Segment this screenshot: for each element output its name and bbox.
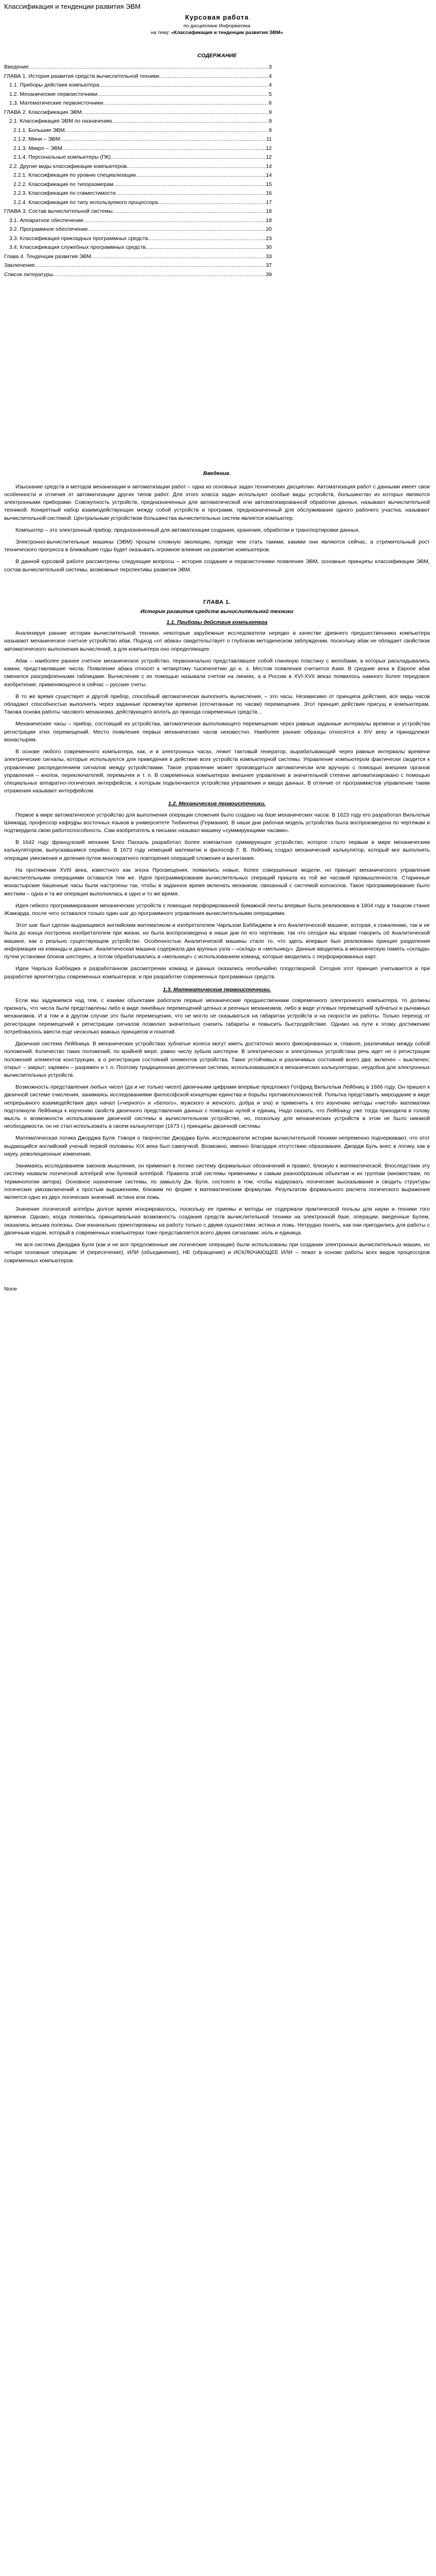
section-1-1-body [4, 630, 430, 795]
toc-item-page: 5 [269, 91, 272, 97]
toc-item[interactable] [4, 225, 272, 234]
toc-item[interactable] [4, 270, 272, 280]
toc-leader-dots [65, 126, 269, 135]
toc-item[interactable] [4, 207, 272, 216]
toc-item-title: 2.2.3. Классификация по совместимости [13, 190, 116, 197]
toc-item-title: 2.2.2. Классификация по типоразмерам [13, 181, 114, 188]
intro-paragraph: Изыскание средств и методов механизации и автоматизации работ – одна из основных задач технических дисциплин. Автоматизация работ с данными имеет свои особенности и отличия от автоматизации других типов работ. Для этого класса задач используют особые виды устройств, большинство из которых являются электронными приборами. Совокупность устройств, предназначенных для автоматической или автоматизированной обработки данных, называют вычислительной техникой. Конкретный набор взаимодействующих между собой устройств и программ, предназначенный для обслуживания одного рабочего участка, называют вычислительной системой. Центральным устройством большинства вычислительных систем является компьютер. [4, 483, 430, 521]
body-paragraph: Не вся система Джорджа Буля (как и не все предложенные им логические операции) были использованы при создании электронных вычислительных машин, но четыре основные операции: И (пересечение), ИЛИ (объединение), НЕ (обращение) и ИСКЛЮЧАЮЩЕЕ ИЛИ – лежат в основе работы всех видов процессоров современных компьютеров. [4, 1242, 430, 1264]
body-paragraph: Если мы задумаемся над тем, с какими объектами работали первые механические предшественники современного электронного компьютера, то должны признать, что числа были представлены либо в виде линейных перемещений цепных и реечных механизмов, либо в виде угловых перемещений зубчатых и рычажных механизмов. И в том и в другом случае это были перемещения, что не могло не сказываться на габаритах устройств и на скорости их работы. Только переход от регистрации перемещений к регистрации сигналов позволил значительно снизить габариты и повысить быстродействие. Однако на пути к этому достижению потребовалось ввести еще несколько важных принципов и понятий. [4, 997, 430, 1035]
topic-line [4, 29, 430, 37]
toc-leader-dots [29, 63, 269, 72]
section-1-2-body [4, 811, 430, 981]
topic-text: «Классификация и тенденции развития ЭВМ» [171, 30, 283, 36]
toc-item-page: 20 [266, 226, 272, 233]
toc-item-page: 9 [269, 127, 272, 133]
body-paragraph: На протяжении XVIII века, известного как эпоха Просвещения, появились новые, более совершенные модели, но принцип механического управления вычислительными операциями оставался тем же. Идея программирования вычислительных операций пришла из той же часовой промышленности. Старинные монастырские башенные часы были настроены так, чтобы в заданное время включать механизм, связанный с системой колоколов. Такое программирование было жестким – одна и та же операция выполнялась в одно и то же время. [4, 867, 430, 897]
toc-item-title: 3.4. Классификация служебных программных средств [9, 244, 146, 251]
section-1-3-title: 1.3. Математические первоисточники. [163, 986, 271, 993]
toc-item[interactable] [4, 153, 272, 162]
body-paragraph: Первое в мире автоматическое устройство для выполнения операции сложения было создано на базе механических часов. В 1623 году его разработал Вильгельм Шиккард, профессор кафедры восточных языков в университете Тюбингена (Германия). В наши дни рабочая модель устройства была воспроизведена по чертежам и подтвердила свою работоспособность. Сам изобретатель в письмах называл машину «суммирующими часами». [4, 811, 430, 834]
toc-leader-dots [112, 117, 269, 126]
toc-item-title: 2.2. Другие виды классификации компьютеров [9, 163, 127, 170]
footer-text: None [4, 1285, 18, 1292]
toc-item[interactable] [4, 198, 272, 208]
toc-leader-dots [146, 243, 266, 252]
toc-leader-dots [113, 180, 266, 190]
body-paragraph: Идея гибкого программирования механических устройств с помощью перфорированной бумажной ленты впервые была реализована в 1804 году в ткацком станке Жаккарда, после чего оставался только один шаг до программного управления вычислительными операциями. [4, 902, 430, 917]
toc-item-title: 2.1.4. Персональные компьютеры (ПК) [13, 154, 111, 161]
toc-leader-dots [34, 261, 266, 270]
toc-item[interactable] [4, 135, 272, 144]
toc-leader-dots [60, 135, 266, 144]
toc-item[interactable] [4, 126, 272, 135]
toc-item-page: 15 [266, 181, 272, 188]
toc-item-title: 3.3. Классификация прикладных программных средств [9, 235, 148, 242]
toc-item[interactable] [4, 108, 272, 117]
body-paragraph: Идеи Чарльза Бэббиджа в разработанном рассмотрении команд и данных оказались необычайно плодотворной. Сегодня этот принцип учитывается и при разработке архитектуры современных компьютеров, и при разработке современных программных средств. [4, 965, 430, 980]
intro-body [4, 483, 430, 574]
toc-item[interactable] [4, 216, 272, 226]
toc-item-page: 9 [269, 118, 272, 125]
toc-leader-dots [148, 234, 266, 244]
toc-item-page: 16 [266, 190, 272, 197]
body-paragraph: Анализируя ранние истории вычислительной техники, некоторые зарубежные исследователи нередко в качестве древнего предшественника компьютера называют механическое счетное устройство абак. Подход «от абака» свидетельствует о глубоком методическом заблуждении, поскольку абак не обладает свойством автоматического выполнения вычислений, а для компьютера оно определяющее. [4, 630, 430, 652]
toc-item-page: 12 [266, 154, 272, 161]
section-1-3-body [4, 997, 430, 1265]
toc-item-page: 37 [266, 262, 272, 269]
toc-leader-dots [127, 162, 266, 172]
toc-item-title: 2.1.2. Мини – ЭВМ [13, 136, 60, 143]
toc-item-title: 1.2. Механические первоисточники [9, 91, 97, 97]
body-paragraph: В то же время существует и другой прибор, способный автоматически выполнять вычисления, – это часы. Независимо от принципа действия, все виды часов обладают способностью выполнять через заданные промежутки времени (отсчитанные по часам) перемещения. Этот принцип действия присущ и компьютерам. Такова основа работы часового механизма, действующего вплоть до прихода современных средств... [4, 693, 430, 716]
course-title: Курсовая работа [185, 13, 249, 21]
body-paragraph: Математическая логика Джорджа Буля. Говоря о творчестве Джорджа Буля, исследователи истории вычислительной техники непременно подчеркивают, что этот выдающийся английский ученый первой половины XIX века был самоучкой. Возможно, именно благодаря отсутствию образования, Джордж Буль внес в логику, как в науку, революционные изменения. [4, 1135, 430, 1157]
toc-item-title: ГЛАВА 2. Классификация ЭВМ [4, 109, 82, 115]
chapter1-title: ГЛАВА 1. [203, 599, 231, 605]
toc-leader-dots [136, 171, 266, 180]
body-paragraph: Абак – наиболее раннее счетное механическое устройство, первоначально представлявшее собой глиняную пластину с желобами, в которых раскладывались камни, представлявшие числа. Появление абака относят к четвертому тысячелетию до н. э. Местом появления считается Азия. В средние века в Европе абак сменился разграфленными таблицами. Вычисления с их помощью называли счетом на линиях, а в России в XVI-XVII веках появилось намного более передовое изобретение, применяющееся и сейчас – русские счеты. [4, 657, 430, 688]
body-paragraph: В 1642 году французский механик Блез Паскаль разработал более компактное суммирующее устройство, которое стало первым в мире механическим калькулятором, выпускавшимся серийно. В 1673 году немецкий математик и философ Г. В. Лейбниц создал механический калькулятор, который мог выполнять операции умножения и деления путем многократного повторения операций сложения и вычитания. [4, 839, 430, 861]
toc-leader-dots [91, 252, 266, 262]
toc-leader-dots [97, 90, 269, 99]
toc-item-title: 2.1. Классификация ЭВМ по назначению [9, 118, 112, 125]
body-paragraph: Возможность представления любых чисел (да и не только чисел) двоичными цифрами впервые предложил Готфрид Вильгельм Лейбниц в 1666 году. Он пришел к двоичной системе счисления, занимаясь исследованиями философской концепции единства и борьбы противоположностей. Попытка представить мироздание в виде непрерывного взаимодействия двух начал («черного» и «белого», мужского и женского, добра и зла) и применить к его изучению методы «чистой» математики подтолкнули Лейбница к изучению свойств двоичного представления данных с помощью нулей и единиц. Надо сказать, что Лейбницу уже тогда приходила в голову мысль о возможности использования двоичной системы в вычислительном устройстве, но, поскольку для механических устройств в этом не было никакой необходимости, он не стал использовать в своем калькуляторе (1673 г.) принципы двоичной системы. [4, 1084, 430, 1130]
toc-leader-dots [82, 108, 269, 117]
toc-leader-dots [115, 189, 266, 198]
toc-item-title: 3.1. Аппаратное обеспечение [9, 217, 84, 224]
intro-paragraph: Электронно-вычислительные машины (ЭВМ) прошли сложную эволюцию, прежде чем стать такими, какими они являются сейчас, а стремительный рост технического прогресса в ближайшие годы будет оказывать огромное влияние на развитие компьютеров. [4, 538, 430, 553]
toc-item-title: 1.1. Приборы действия компьютера [9, 82, 99, 89]
toc-item-title: 3.2. Программное обеспечение [9, 226, 88, 233]
toc-leader-dots [111, 153, 266, 162]
toc-item[interactable] [4, 90, 272, 99]
toc-item-title: 2.2.4. Классификация по типу используемого процессора [13, 199, 158, 206]
toc-item-page: 12 [266, 145, 272, 151]
body-paragraph: Занимаясь исследованием законов мышления, он применил в логике систему формальных обозначений и правил, близкую к математической. Впоследствии эту систему назвали логической алгеброй или булевой алгеброй. Правила этой системы применимы к самым разнообразным объектам и их группам (множествам, по терминологии автора). Основное назначение системы, по замыслу Дж. Буля, состояло в том, чтобы кодировать логические высказывания и сводить структуры логических умозаключений к простым выражениям, близким по форме к математическим формулам. Результатом формального расчета логического выражения является одно из двух логических значений: истина или ложь. [4, 1163, 430, 1200]
chapter1-subtitle: История развития средств вычислительной техники [140, 608, 294, 615]
toc-item-page: 6 [269, 100, 272, 107]
toc-item-page: 9 [269, 109, 272, 115]
toc-item-page: 30 [266, 244, 272, 251]
toc-item[interactable] [4, 180, 272, 190]
toc-item[interactable] [4, 171, 272, 180]
body-paragraph: Этот шаг был сделан выдающимся английским математиком и изобретателем Чарльзом Бэббиджем в его Аналитической машине, которая, к сожалению, так и не была до конца построена изобретателем при жизни, но была воспроизведена в наши дни по его чертежам, так что сегодня мы вправе говорить об Аналитической машине, как о реально существующем устройстве. Особенностью Аналитической машины стало то, что здесь впервые был реализован принцип разделения информации на команды и данные. Аналитическая машина содержала два крупных узла – «склад» и «мельницу». Данные вводились в механическую память «склада» путем установки блоков шестерен, а потом обрабатывались в «мельнице» с использованием команд, которые вводились с перфорированных карт. [4, 922, 430, 960]
toc-leader-dots [99, 81, 269, 90]
toc-item-title: 2.1.3. Микро – ЭВМ [13, 145, 63, 151]
toc-item-page: 39 [266, 271, 272, 278]
toc-item-title: Глава 4. Тенденции развития ЭВМ [4, 253, 92, 260]
body-paragraph: Механические часы – прибор, состоящий из устройства, автоматически выполняющего перемещения через равные заданные интервалы времени и устройства регистрации этих перемещений. Место появления первых механических часов неизвестно. Наиболее ранние образцы относятся к XIV веку и принадлежат монастырям. [4, 721, 430, 743]
toc-item-title: Список литературы [4, 271, 54, 278]
toc-item[interactable] [4, 162, 272, 172]
toc-item-page: 18 [266, 208, 272, 215]
toc-item-title: 2.1.1. Большие ЭВМ [13, 127, 65, 133]
toc-item-page: 14 [266, 163, 272, 170]
toc-item[interactable] [4, 252, 272, 262]
section-1-2-title: 1.2. Механические первоисточники. [168, 801, 266, 807]
toc-item-page: 14 [266, 172, 272, 179]
toc-item[interactable] [4, 81, 272, 90]
section-1-1-title: 1.1. Приборы действия компьютера [166, 619, 268, 625]
toc-heading: СОДЕРЖАНИЕ [197, 53, 237, 59]
toc-item-page: 18 [266, 217, 272, 224]
toc-item-title: Заключение [4, 262, 35, 269]
toc-item[interactable] [4, 144, 272, 154]
toc-item[interactable] [4, 72, 272, 81]
body-paragraph: В основе любого современного компьютера, как, и в электронных часах, лежит тактовый генератор, вырабатывающий через равные интервалы времени электрические сигналы, которые используются для приведения в действие всех устройств компьютерной системы. Управление компьютером фактически сводится к управлению распределением сигналов между устройствами. Такое управление может производиться автоматически или вручную с помощью внешних органов управления – кнопок, переключателей, перемычек и т. п. В современных компьютерах внешнее управление в значительной степени автоматизировано с помощью специальных аппаратно-логических интерфейсов, к которым подключаются устройства управления и ввода данных. В отличие от программистов управление таким отражения называют интерфейсом. [4, 749, 430, 794]
toc-leader-dots [158, 198, 266, 208]
toc-item[interactable] [4, 99, 272, 108]
toc-item[interactable] [4, 189, 272, 198]
toc-item-page: 3 [269, 64, 272, 71]
toc-item-page: 23 [266, 235, 272, 242]
toc-item-page: 17 [266, 199, 272, 206]
toc-leader-dots [83, 216, 266, 226]
toc-item-title: Введение [4, 64, 29, 71]
body-paragraph: Значение логической алгебры долгое время игнорировалось, поскольку ее приемы и методы не содержали практической пользы для науки и техники того времени. Однако, когда появилась принципиальная возможность создания средств вычислительной техники на электронной базе, операции, введенные Булем, оказались весьма полезны. Они изначально ориентированы на работу только с двумя сущностями: истина и ложь. Нетрудно понять, как они пригодились для работы с двоичным кодом, который в современных компьютерах тоже представляется всего двумя сигналами: ноль и единица. [4, 1206, 430, 1236]
toc-item-title: ГЛАВА 1. История развития средств вычислительной техники [4, 73, 159, 79]
toc-item[interactable] [4, 63, 272, 72]
topic-prefix: на тему: [151, 30, 171, 36]
body-paragraph: Двоичная система Лейбница. В механических устройствах зубчатые колеса могут иметь достаточно много фиксированных и, главное, различимых между собой положений. Количество таких положений, по крайней мере, равно числу зубьев шестерни. В электрических и электронных устройствах речь идет не о регистрации положений элементов конструкции, а о регистрации состояний элементов устройства. Таких устойчивых и различимых состояний всего два: включен – выключен; открыт – закрыт; заряжен – разряжен и т. п. Поэтому традиционная десятичная система, использовавшаяся в механических калькуляторах, неудобна для электронных вычислительных устройств. [4, 1041, 430, 1078]
toc-leader-dots [62, 144, 266, 154]
table-of-contents [4, 63, 272, 279]
toc-item-title: ГЛАВА 3. Состав вычислительной системы [4, 208, 113, 215]
toc-item-page: 11 [266, 136, 272, 143]
intro-paragraph: В данной курсовой работе рассмотрены следующие вопросы – история создания и первоисточники появления ЭВМ, основные принципы классификации ЭВМ, состав вычислительной системы, возможные перспективы развития ЭВМ. [4, 558, 430, 573]
discipline-line: по дисциплине Информатика [183, 23, 251, 29]
toc-item[interactable] [4, 261, 272, 270]
toc-item-page: 33 [266, 253, 272, 260]
toc-item-page: 4 [269, 82, 272, 89]
toc-item[interactable] [4, 117, 272, 126]
toc-item-title: 1.3. Математические первоисточники [9, 100, 103, 107]
toc-leader-dots [103, 99, 269, 108]
toc-item-title: 2.2.1. Классификация по уровню специализации [13, 172, 136, 179]
toc-leader-dots [88, 225, 266, 234]
intro-title: Введение. [203, 470, 231, 477]
toc-item[interactable] [4, 243, 272, 252]
toc-item-page: 4 [269, 73, 272, 79]
toc-leader-dots [53, 270, 266, 280]
toc-leader-dots [113, 207, 266, 216]
window-title: Классификация и тенденции развития ЭВМ [4, 3, 141, 10]
intro-paragraph: Компьютер – это электронный прибор, предназначенный для автоматизации создания, хранения, обработки и транспортировки данных. [15, 527, 360, 533]
toc-item[interactable] [4, 234, 272, 244]
toc-leader-dots [159, 72, 269, 81]
